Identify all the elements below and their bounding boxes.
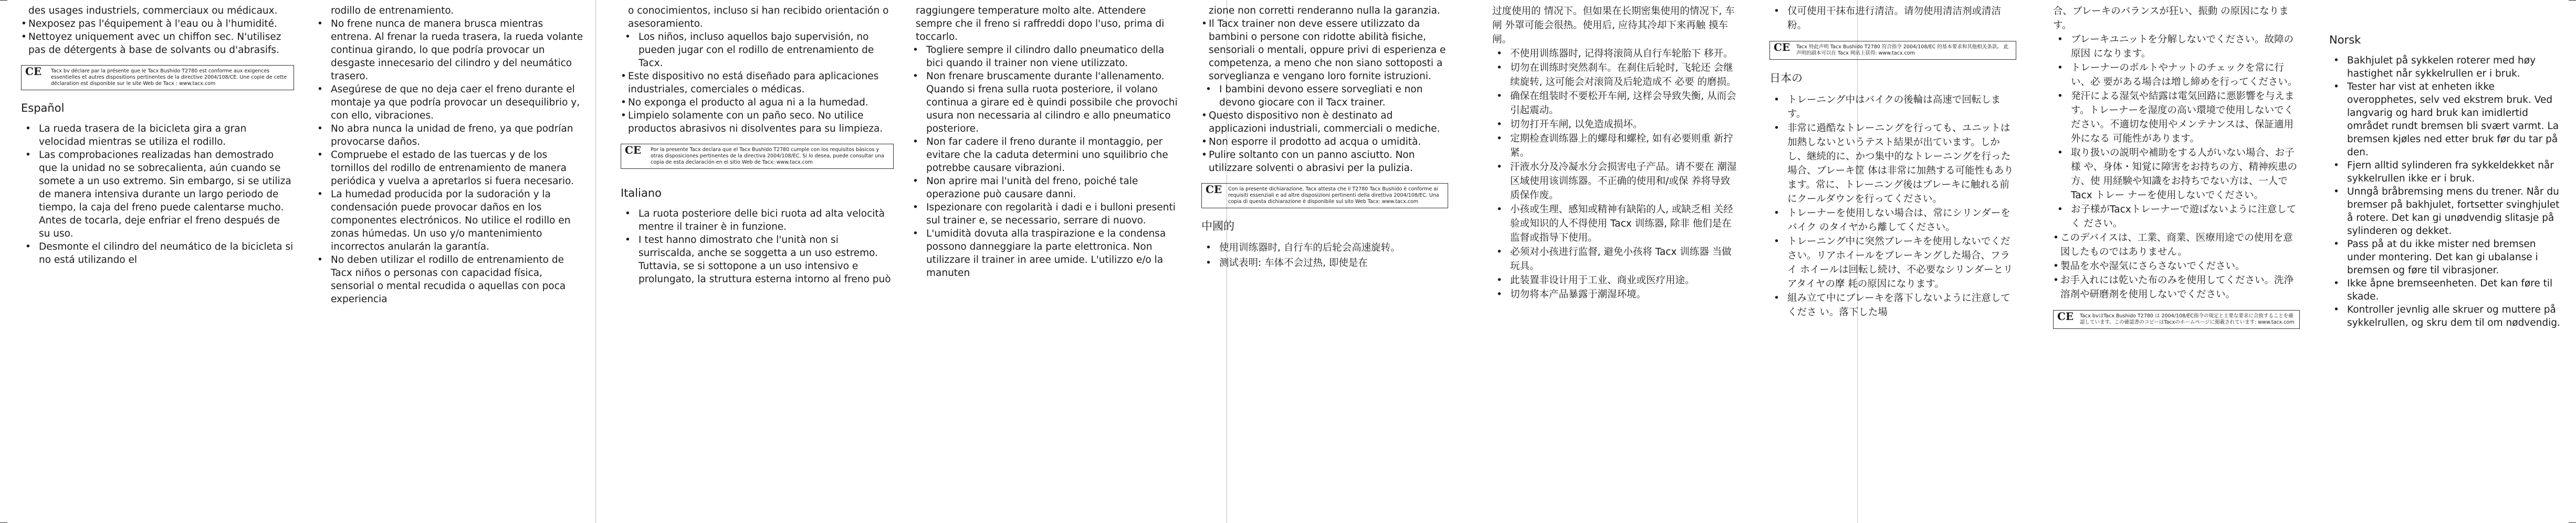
ce-declaration <box>621 144 894 169</box>
bullet-item: • 組み立て中にブレーキを落下しないように注意してくださ い。落下した場 <box>1769 291 2016 319</box>
ce-mark-icon: CE <box>25 65 42 78</box>
column-spanish-italian <box>621 4 894 286</box>
bullet-item: • Fjern alltid sylinderen fra sykkeldekket når sykkelrullen ikke er i bruk. <box>2329 159 2560 185</box>
bullet-item: • 不使用训练器时, 记得将滚筒从自行车轮胎下 移开。 <box>1492 47 1739 61</box>
column-spanish <box>313 4 586 306</box>
bullet-item: • I test hanno dimostrato che l'unità non si surriscalda, anche se soggetta a un uso estremo. Tuttavia, se si sottopone a un uso intensivo e prolungato, la struttura esterna intorno al freno può <box>621 233 894 286</box>
bullet-item: • No exponga el producto al agua ni a la humedad. <box>621 96 894 109</box>
section-heading: Español <box>21 102 65 114</box>
ce-declaration <box>21 65 294 90</box>
bullet-item: • Desmonte el cilindro del neumático de la bicicleta si no está utilizando el <box>21 240 294 266</box>
ce-declaration-text: Tacx 特此声明 Tacx Bushido T2780 符合指令 2004/108/EC 的基本要求和其他相关条款。 此声明的副本可以在 Tacx 网站上获得: www.tacx.com <box>1796 44 2009 56</box>
bullet-item: • Tester har vist at enheten ikke overopphetes, selv ved ekstrem bruk. Ved langvarig og hard bruk kan imidlertid området rundt bremsen bli svært varmt. La bremsen kjøles ned etter bruk før du tar på den. <box>2329 80 2560 159</box>
bullet-item: • 切勿将本产品暴露于潮湿环境。 <box>1492 287 1739 302</box>
fold-line <box>595 0 596 523</box>
bullet-item: • L'umidità dovuta alla traspirazione e la condensa possono danneggiare la parte elettronica. Non utilizzare il trainer in aree umide. L'utilizzo e/o la manuten <box>908 227 1181 280</box>
bullet-item: • Non frenare bruscamente durante l'allenamento. Quando si frena sulla ruota posteriore, il volano continua a girare ed è quindi possibile che provochi usura non necessaria al cilindro e allo pneumatico posteriore. <box>908 70 1181 135</box>
paragraph: raggiungere temperature molto alte. Attendere sempre che il freno si raffreddi dopo l'uso, prima di toccarlo. <box>916 5 1165 42</box>
bullet-item: • ブレーキユニットを分解しないでください。故障の原因 になります。 <box>2053 33 2300 61</box>
ce-mark-icon: CE <box>1206 183 1222 196</box>
bullet-item: • 非常に過酷なトレーニングを行っても、ユニットは加熱しないというテスト結果が出ています。しかし、継続的に、かつ集中的なトレーニングを行った場合、ブレーキ筐 体は非常に加熱する可能性もあります。常に、トレーニング後はブレーキに触れる前にクールダウンを行ってください。 <box>1769 121 2016 206</box>
ce-declaration-text: Con la presente dichiarazione, Tacx attesta che il T2780 Tacx Bushido è conforme ai requisiti essenziali e ad altre disposizioni pertinenti della direttiva 2004/108/EC. Una copia di questa dichiarazione è disponibile sul sito Web Tacx: www.tacx.com <box>1228 186 1439 205</box>
bullet-item: • Questo dispositivo non è destinato ad applicazioni industriali, commerciali o mediche. <box>1201 109 1448 135</box>
crop-mark <box>2569 0 2576 1</box>
column-italian <box>908 4 1181 280</box>
bullet-item: • トレーニング中はバイクの後輪は高速で回転します。 <box>1769 93 2016 121</box>
bullet-item: • 取り扱いの説明や補助をする人がいない場合、お子様 や、身体・知覚に障害をお持ちの方、精神疾患の方、使 用経験や知識をお持ちでない方は、一人でTacx トレー ナーを使用しないでください。 <box>2053 146 2300 202</box>
section-heading: 日本の <box>1769 72 1803 84</box>
bullet-item: • Togliere sempre il cilindro dallo pneumatico della bici quando il trainer non viene utilizzato. <box>908 44 1181 70</box>
paragraph: 合、ブレーキのバランスが狂い、振動 の原因になります。 <box>2053 6 2289 31</box>
bullet-item: • La humedad producida por la sudoración y la condensación puede provocar daños en los componentes electrónicos. No utilice el rodillo en zonas húmedas. Un uso y/o mantenimiento incorrectos anularán la garantía. <box>313 188 586 253</box>
bullet-item: • Este dispositivo no está diseñado para aplicaciones industriales, comerciales o médicas. <box>621 70 894 96</box>
ce-declaration-text: Tacx bvはTacx Bushido T2780 は 2004/108/EC指令の規定と主要な要求に合致することを確認しています。この確認書のコピーはTacxのホームページに掲載されています: www.tacx.com <box>2080 313 2295 325</box>
crop-mark <box>0 0 7 1</box>
bullet-item: • お子様がTacxトレーナーで遊ばないように注意してく ださい。 <box>2053 202 2300 231</box>
bullet-item: • 小孩或生理、感知或精神有缺陷的人, 或缺乏相 关经验或知识的人不得使用 Tacx 训练器, 除非 他们是在监督或指导下使用。 <box>1492 202 1739 245</box>
bullet-item: • 测试表明: 车体不会过热, 即使是在 <box>1201 255 1448 271</box>
bullet-item: • Las comprobaciones realizadas han demostrado que la unidad no se sobrecalienta, aún cuando se somete a un uso extremo. Sin embargo, si se utiliza de manera intensiva durante un largo periodo de tiempo, la caja del freno puede calentarse mucho. Antes de tocarla, deje enfriar el freno después de su uso. <box>21 148 294 240</box>
bullet-item: • 汗液水分及冷凝水分会损害电子产品。请不要在 潮湿区域使用该训练器。不正确的使用和/或保 养将导致质保作废。 <box>1492 160 1739 202</box>
ce-mark-icon: CE <box>2057 310 2074 323</box>
bullet-item: • トレーナーのボルトやナットのチェックを常に行い、必 要がある場合は増し締めを行ってください。 <box>2053 61 2300 89</box>
bullet-item: • La ruota posteriore delle bici ruota ad alta velocità mentre il trainer è in funzione. <box>621 207 894 233</box>
ce-mark-icon: CE <box>625 144 642 156</box>
column-italian-chinese <box>1201 4 1448 271</box>
bullet-item: • Nettoyez uniquement avec un chiffon sec. N'utilisez pas de détergents à base de solvants ou d'abrasifs. <box>21 30 294 57</box>
bullet-item: • お手入れには乾いた布のみを使用してください。洗浄溶剤や研磨剤を使用しないでください。 <box>2053 273 2300 302</box>
paragraph: zione non corretti renderanno nulla la garanzia. <box>1209 5 1440 16</box>
bullet-item: • 製品を水や湿気にさらさないでください。 <box>2053 259 2300 273</box>
column-chinese-japanese <box>1769 4 2016 319</box>
bullet-item: • Non aprire mai l'unità del freno, poiché tale operazione può causare danni. <box>908 175 1181 201</box>
bullet-item: • トレーニング中に突然ブレーキを使用しないでください。リアホイールをブレーキングした場合、フライ ホイールは回転し続け、不必要なシリンダーとリアタイヤの摩 耗の原因になります。 <box>1769 234 2016 291</box>
bullet-item: • Bakhjulet på sykkelen roterer med høy hastighet når sykkelrullen er i bruk. <box>2329 54 2560 80</box>
paragraph: rodillo de entrenamiento. <box>331 5 454 16</box>
bullet-item: • 使用训练器时, 自行车的后轮会高速旋转。 <box>1201 240 1448 255</box>
ce-declaration <box>1201 183 1448 208</box>
bullet-item: • No deben utilizar el rodillo de entrenamiento de Tacx niños o personas con capacidad física, sensorial o mental recudida o aquellas con poca experiencia <box>313 253 586 306</box>
bullet-item: • Pass på at du ikke mister ned bremsen under montering. Det kan gi ubalanse i bremsen og føre til vibrasjoner. <box>2329 238 2560 277</box>
section-heading: Italiano <box>621 187 662 199</box>
ce-declaration-text: Por la presente Tacx declara que el Tacx Bushido T2780 cumple con los requisitos básicos y otras disposiciones pertinentes de la directiva 2004/108/EC. Si lo desea, puede consultar una copia de esta declaración en el sitio Web de Tacx: www.tacx.com <box>651 147 884 165</box>
bullet-item: • 定期检查训练器上的螺母和螺栓, 如有必要则重 新拧紧。 <box>1492 132 1739 160</box>
ce-declaration-text: Tacx bv déclare par la présente que le Tacx Bushido T2780 est conforme aux exigences essentielles et autres dispositions pertinentes de la directive 2004/108/CE. Une copie de cette déclaration est disponible sur le site Web de Tacx : www.tacx.com <box>51 68 287 87</box>
ce-declaration <box>2053 310 2300 329</box>
bullet-item: • No frene nunca de manera brusca mientras entrena. Al frenar la rueda trasera, la rueda volante continua girando, lo que podría provocar un desgaste innecesario del cilindro y del neumático trasero. <box>313 17 586 83</box>
bullet-item: • Non esporre il prodotto ad acqua o umidità. <box>1201 135 1448 148</box>
bullet-item: • Unngå bråbremsing mens du trener. Når du bremser på bakhjulet, fortsetter svinghjulet å rotere. Det kan gi unødvendig slitasje på sylinderen og dekket. <box>2329 185 2560 238</box>
bullet-item: • La rueda trasera de la bicicleta gira a gran velocidad mientras se utiliza el rodillo. <box>21 122 294 148</box>
paragraph: des usages industriels, commerciaux ou médicaux. <box>28 5 278 16</box>
bullet-item: • 确保在组装时不要松开车闸, 这样会导致失衡, 从而会引起震动。 <box>1492 89 1739 118</box>
bullet-item: • Asegúrese de que no deja caer el freno durante el montaje ya que podría provocar un desequilibrio y, con ello, vibraciones. <box>313 83 586 122</box>
bullet-item: • Ikke åpne bremseenheten. Det kan føre til skade. <box>2329 277 2560 303</box>
column-chinese <box>1492 4 1739 302</box>
paragraph: 过度使用的 情况下。但如果在长期密集使用的情况下, 车闸 外罩可能会很热。使用后, 应待其冷却下来再触 摸车闸。 <box>1492 6 1735 45</box>
bullet-item: • Limpielo solamente con un paño seco. No utilice productos abrasivos ni disolventes para su limpieza. <box>621 109 894 135</box>
bullet-item: • Los niños, incluso aquellos bajo supervisión, no pueden jugar con el rodillo de entrenamiento de Tacx. <box>621 30 894 70</box>
section-heading: 中國的 <box>1201 220 1234 232</box>
bullet-item: • 切勿打开车闸, 以免造成损坏。 <box>1492 118 1739 132</box>
bullet-item: • I bambini devono essere sorvegliati e non devono giocare con il Tacx trainer. <box>1201 83 1448 109</box>
column-japanese <box>2053 4 2300 337</box>
bullet-item: • No abra nunca la unidad de freno, ya que podrían provocarse daños. <box>313 122 586 148</box>
bullet-item: • Pulire soltanto con un panno asciutto. Non utilizzare solventi o abrasivi per la pulizia. <box>1201 148 1448 175</box>
bullet-item: • Nexposez pas l'équipement à l'eau ou à l'humidité. <box>21 17 294 30</box>
bullet-item: • このデバイスは、工業、商業、医療用途での使用を意図したものではありません。 <box>2053 231 2300 259</box>
bullet-item: • Il Tacx trainer non deve essere utilizzato da bambini o persone con ridotte abilità fisiche, sensoriali o mentali, oppure privi di esperienza e competenza, a meno che non siano sottoposti a sorveglianza e vengano loro fornite istruzioni. <box>1201 17 1448 83</box>
ce-declaration <box>1769 41 2016 60</box>
bullet-item: • Ispezionare con regolarità i dadi e i bulloni presenti sul trainer e, se necessario, serrare di nuovo. <box>908 201 1181 227</box>
bullet-item: • Non far cadere il freno durante il montaggio, per evitare che la caduta determini uno squilibrio che potrebbe causare vibrazioni. <box>908 135 1181 175</box>
section-heading: Norsk <box>2329 34 2361 46</box>
paragraph: o conocimientos, incluso si han recibido orientación o asesoramiento. <box>628 5 889 29</box>
bullet-item: • 切勿在训练时突然刹车。在刹住后轮时, 飞轮还 会继续旋转, 这可能会对滚筒及后轮造成不 必要 的磨损。 <box>1492 61 1739 89</box>
column-french-spanish <box>21 4 294 266</box>
bullet-item: • 発汗による湿気や結露は電気回路に悪影響を与えます。トレーナーを湿度の高い環境で使用しないでください。不適切な使用やメンテナンスは、保証適用外になる 可能性があります。 <box>2053 89 2300 146</box>
bullet-item: • トレーナーを使用しない場合は、常にシリンダーをバイク のタイヤから離してください。 <box>1769 206 2016 234</box>
bullet-item: • Compruebe el estado de las tuercas y de los tornillos del rodillo de entrenamiento de manera periódica y vuelva a apretarlos si fuera necesario. <box>313 148 586 188</box>
bullet-item: • 仅可使用干抹布进行清洁。请勿使用清洁剂或清洁粉。 <box>1769 4 2016 33</box>
ce-mark-icon: CE <box>1774 41 1790 54</box>
bullet-item: • 此装置非设计用于工业、商业或医疗用途。 <box>1492 273 1739 287</box>
bullet-item: • Kontroller jevnlig alle skruer og muttere på sykkelrullen, og skru dem til om nødvendig. <box>2329 303 2560 329</box>
column-norwegian <box>2329 4 2560 329</box>
bullet-item: • 必须对小孩进行监督, 避免小孩将 Tacx 训练器 当做玩具。 <box>1492 245 1739 273</box>
